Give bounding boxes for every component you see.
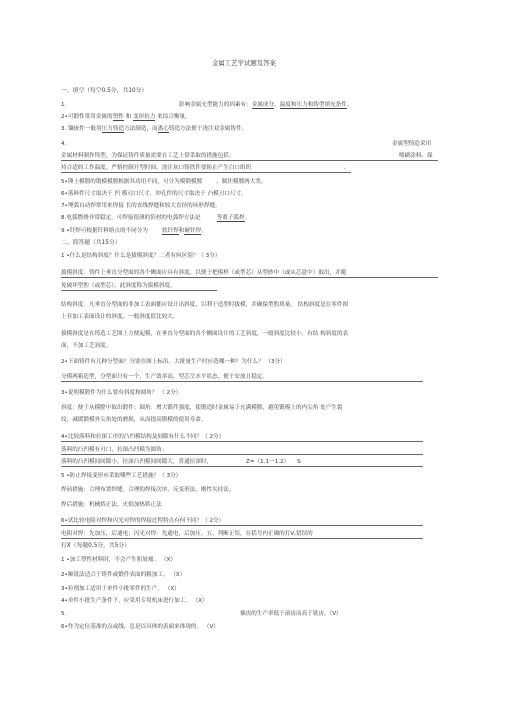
punctuation-text: 。 bbox=[244, 215, 251, 221]
answer-blank: 金属成分 bbox=[251, 102, 275, 108]
question-3 bbox=[61, 126, 247, 133]
judgement-item-5: 插齿的生产率低于滚齿而高于铣齿。（V） bbox=[240, 611, 342, 617]
section-short-answer-heading: 二、简答题（共15分） bbox=[61, 240, 121, 246]
answer-line: 免破坏型腔（或型芯）。此斜度称为拔模斜度。 bbox=[61, 283, 176, 289]
answer-blank: 等离子弧焊 bbox=[216, 215, 245, 221]
judgement-item-5-number: 5. bbox=[61, 611, 67, 617]
answer-blank: 压力铸造 bbox=[101, 126, 125, 132]
judgement-item-1: 1 •加工塑性材料时，不会产生积屑瘤。 （X） bbox=[61, 557, 176, 563]
answer-underline bbox=[61, 454, 423, 455]
answer-underline bbox=[61, 277, 438, 278]
question-text: 9 •钎焊可根据钎料熔点的不同分为 bbox=[61, 228, 148, 234]
question-4-number: 4. bbox=[61, 141, 67, 147]
short-question-6: 6•试比较电阻对焊和闪光对焊的焊接过程特点有何不同？（ 2分） bbox=[61, 518, 225, 524]
document-title: 金属工艺学试题及答案 bbox=[212, 59, 276, 67]
short-question-4: 4•比较落料和拉深工序的凸凹模结构及间隙有什么不同？（ 2分） bbox=[61, 434, 225, 440]
section-true-false-heading: 打X（每题0.5分，共5分） bbox=[61, 543, 131, 549]
question-number: 1. bbox=[61, 102, 67, 108]
answer-line: 拔模斜度：铸件上垂直分型面的各个侧面应具有斜度，以便于把模样（或型芯）从型砂中（或从芯盒中）取出，并避 bbox=[61, 270, 347, 276]
short-question-2: 2•下面铸件有几种分型面？分别在图上标出。大批量生产时应选哪一种？为什么？ （3分） bbox=[61, 359, 286, 365]
answer-blank: 软钎焊 bbox=[161, 228, 179, 234]
answer-line: 焊前措施：合理布置焊缝，合理的焊接次序，反变形法，刚性夹持法。 bbox=[61, 487, 235, 493]
answer-line: 斜度：便于从模膛中取出锻件；圆角：增大锻件强度，使锻造时金属易于充满模膛，避免锻模上的内尖角 处产生裂 bbox=[61, 405, 343, 411]
question-8 bbox=[61, 215, 250, 222]
answer-underline bbox=[61, 441, 423, 442]
answer-line bbox=[61, 459, 301, 466]
short-question-3: 3•说明模锻件为什么要有斜度和圆角？ （ 2分） bbox=[61, 390, 182, 396]
answer-line: 上非加工表面设计的斜度，一般斜度值比较大。 bbox=[61, 314, 179, 320]
answer-underline bbox=[61, 525, 423, 526]
question-text: 5•锤上模锻的锻模模膛根据其功用不同，可分为模锻模膛 bbox=[61, 179, 203, 185]
judgement-item-2: 2•顺铣法适合于铸件或锻件表面的粗加工。 （X） bbox=[61, 572, 186, 578]
answer-underline bbox=[61, 466, 423, 467]
question-9 bbox=[61, 228, 207, 235]
answer-blank: 变形抗力 bbox=[132, 114, 156, 120]
answer-blank: 温度和压力和铸型填充条件 bbox=[279, 102, 347, 108]
answer-blank: 塑性 bbox=[112, 114, 124, 120]
judgement-item-6: 6•作为定位基准的点或线，总是以具体的表面来体现的。 （V） bbox=[61, 624, 219, 630]
separator-text: 和 bbox=[125, 114, 132, 120]
question-4-line-2: 金属材料制作铸型，为保证铸件质量需要在工艺上常采取的措施包括： bbox=[61, 153, 235, 159]
formula-symbol: S bbox=[297, 459, 301, 465]
answer-line: 落料的凸凹模有刃口，拉深凸凹模为圆角； bbox=[61, 447, 168, 453]
answer-blank: 硬钎焊 bbox=[184, 228, 202, 234]
answer-line: 电阻对焊：先加压，后通电；闪光对焊：先通电，后加压。五、判断正误，在括号内正确的打V,错误的 bbox=[61, 531, 313, 537]
answer-underline bbox=[61, 381, 423, 382]
question-6: 6•落料件尺寸取决于 凹 模刃口尺寸，冲孔件的尺寸取决于 凸模刃口尺寸。 bbox=[61, 191, 247, 197]
short-question-1: 1 •什么是结构斜度？什么是拔模斜度？二者有何区别？（ 3分） bbox=[61, 253, 221, 259]
answer-underline bbox=[61, 290, 217, 291]
question-7: 7•埋弧自动焊常用来焊接 长的直线焊缝和较大直径的环形焊缝。 bbox=[61, 203, 221, 209]
section-fill-in-heading: 一、填空（每空0.5分，共10分） bbox=[61, 88, 148, 94]
answer-line: 纹，减缓锻模外尖角处的磨损，从而提高锻模的使用寿命。 bbox=[61, 417, 207, 423]
answer-underline bbox=[61, 160, 438, 161]
question-4-line-3: 持合适的工作温度、严格控制开型时间、浇注灰口铸铁件要防止产生白口组织 bbox=[61, 165, 252, 171]
question-5 bbox=[61, 179, 266, 186]
judgement-item-4: 4•单件小批生产条件下，应采用专用机床进行加工。 （X） bbox=[61, 598, 208, 604]
punctuation-text: 。 bbox=[346, 102, 353, 108]
answer-line: 拔模斜度是在铸造工艺图上方便起模，在垂直分型面的各个侧面设计的工艺斜度，一般斜度比较小。有结 构斜度的表 bbox=[61, 331, 349, 337]
question-text-mid: 方法制造，而 bbox=[124, 126, 158, 132]
question-text-end: 铸造方法便于浇注双金属铸件。 bbox=[168, 126, 248, 132]
answer-blank: 离心 bbox=[157, 126, 169, 132]
answer-line: 面，不加工艺斜度。 bbox=[61, 343, 112, 349]
question-text: 3. 镶嵌件一般用 bbox=[61, 126, 102, 132]
answer-line: 结构斜度：凡垂直分型面的非加工表面都应设计出斜度，以利于造型时拔模，并确保型腔质量。 结构斜度是在零件图 bbox=[61, 302, 349, 308]
answer-text: 落料的凸凹模间间隙小，拉深凸凹模间间隙大，普通拉深时， bbox=[61, 459, 213, 465]
separator-text: 、 bbox=[274, 102, 280, 108]
answer-underline bbox=[61, 538, 423, 539]
formula-text: Z=（1.1一1.2） bbox=[246, 459, 290, 465]
question-text: 2•可锻性常用金属的 bbox=[61, 114, 113, 120]
question-text: 8.电弧燃烧非常稳定，可焊接很薄的箔材的电弧焊方法是 bbox=[61, 215, 201, 221]
answer-line: 分模两箱造型，分型面只有一个，生产效率高，型芯呈水平状态，便于安放且稳定。 bbox=[61, 374, 268, 380]
question-4-line-3-end: 。 bbox=[344, 165, 350, 171]
question-text: 影响金属充型能力的因素有： bbox=[179, 102, 252, 108]
question-text-end: 、制坯模膛两大类。 bbox=[216, 179, 267, 185]
question-2 bbox=[61, 114, 191, 121]
question-4-text-right: 金属型铸造采用 bbox=[392, 141, 432, 147]
answer-underline bbox=[61, 172, 351, 173]
punctuation-text: 。 bbox=[201, 228, 207, 234]
short-question-5: 5 •防止焊接变形应采取哪些工艺措施？（ 3分） bbox=[61, 473, 182, 479]
separator-text: 和 bbox=[178, 228, 185, 234]
answer-line: 焊后措施：机械矫正法，火焰加热矫正法 bbox=[61, 502, 162, 508]
judgement-item-3: 3•拉削加工适用于单件小批零件的生产。 （X） bbox=[61, 586, 180, 592]
question-4-line-2-end: 喷刷涂料、保 bbox=[399, 153, 433, 159]
question-text-end: 来综合衡量。 bbox=[157, 114, 191, 120]
question-1 bbox=[61, 102, 353, 109]
